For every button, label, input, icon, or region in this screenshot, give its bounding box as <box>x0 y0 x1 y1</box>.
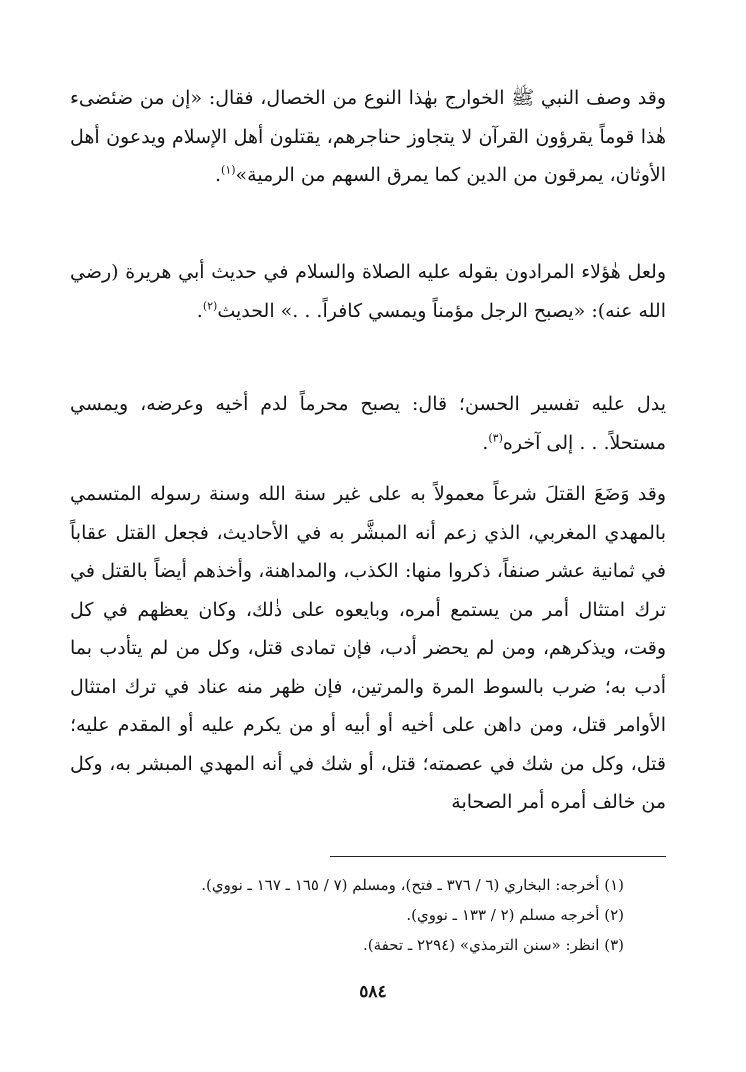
footnotes <box>80 870 624 960</box>
paragraph-3-text: يدل عليه تفسير الحسن؛ قال: يصبح محرماً لدم أخيه وعرضه، ويمسي مستحلاً. . . إلى آخره <box>70 393 666 454</box>
footnote-3: (٣) انظر: «سنن الترمذي» (٢٢٩٤ ـ تحفة). <box>362 936 624 954</box>
footnote-2: (٢) أخرجه مسلم (٢ / ١٣٣ ـ نووي). <box>406 906 624 924</box>
paragraph-4 <box>70 475 666 822</box>
paragraph-3-end: . <box>482 431 489 454</box>
paragraph-1-end: . <box>214 164 222 186</box>
page-number: ٥٨٤ <box>359 982 387 1002</box>
paragraph-1 <box>70 79 666 195</box>
footnote-1: (١) أخرجه: البخاري (٦ / ٣٧٦ ـ فتح)، ومسلم (٧ / ١٦٥ ـ ١٦٧ ـ نووي). <box>201 876 624 894</box>
paragraph-2-text: ولعل هٰؤلاء المرادون بقوله عليه الصلاة والسلام في حديث أبي هريرة (رضي الله عنه): «يصبح الرجل مؤمناً ويمسي كافراً. . .» الحديث <box>70 261 666 322</box>
footnote-divider <box>330 856 666 857</box>
footnote-ref-3[interactable]: (٣) <box>488 431 503 445</box>
paragraph-2 <box>70 253 666 330</box>
footnote-ref-2[interactable]: (٢) <box>202 299 218 313</box>
footnote-ref-1[interactable]: (١) <box>221 163 236 177</box>
paragraph-1-text: وقد وصف النبي ﷺ الخوارج بهٰذا النوع من الخصال، فقال: «إن من ضئضىء هٰذا قوماً يقرؤون القرآن لا يتجاوز حناجرهم، يقتلون أهل الإسلام ويدعون أهل الأوثان، يمرقون من الدين كما يمرق السهم من الرمية» <box>70 87 666 186</box>
paragraph-4-text: وقد وَضَعَ القتلَ شرعاً معمولاً به على غير سنة الله وسنة رسوله المتسمي بالمهدي المغربي، الذي زعم أنه المبشَّر به في الأحاديث، فجعل القتل عقاباً في ثمانية عشر صنفاً، ذكروا منها: الكذب، والمداهنة، وأخذهم أيضاً بالقتل في ترك امتثال أمر من يستمع أمره، وبايعوه على ذٰلك، وكان يعظهم في كل وقت، ويذكرهم، ومن لم يحضر أدب، فإن تمادى قتل، وكل من لم يتأدب بما أدب به؛ ضرب بالسوط المرة والمرتين، فإن ظهر منه عناد في ترك امتثال الأوامر قتل، ومن داهن على أخيه أو أبيه أو من يكرم عليه أو المقدم عليه؛ قتل، وكل من شك في عصمته؛ قتل، أو شك في أنه المهدي المبشر به، وكل من خالف أمره أمر الصحابة <box>70 483 666 813</box>
paragraph-2-end: . <box>196 299 203 322</box>
paragraph-3 <box>70 385 666 462</box>
